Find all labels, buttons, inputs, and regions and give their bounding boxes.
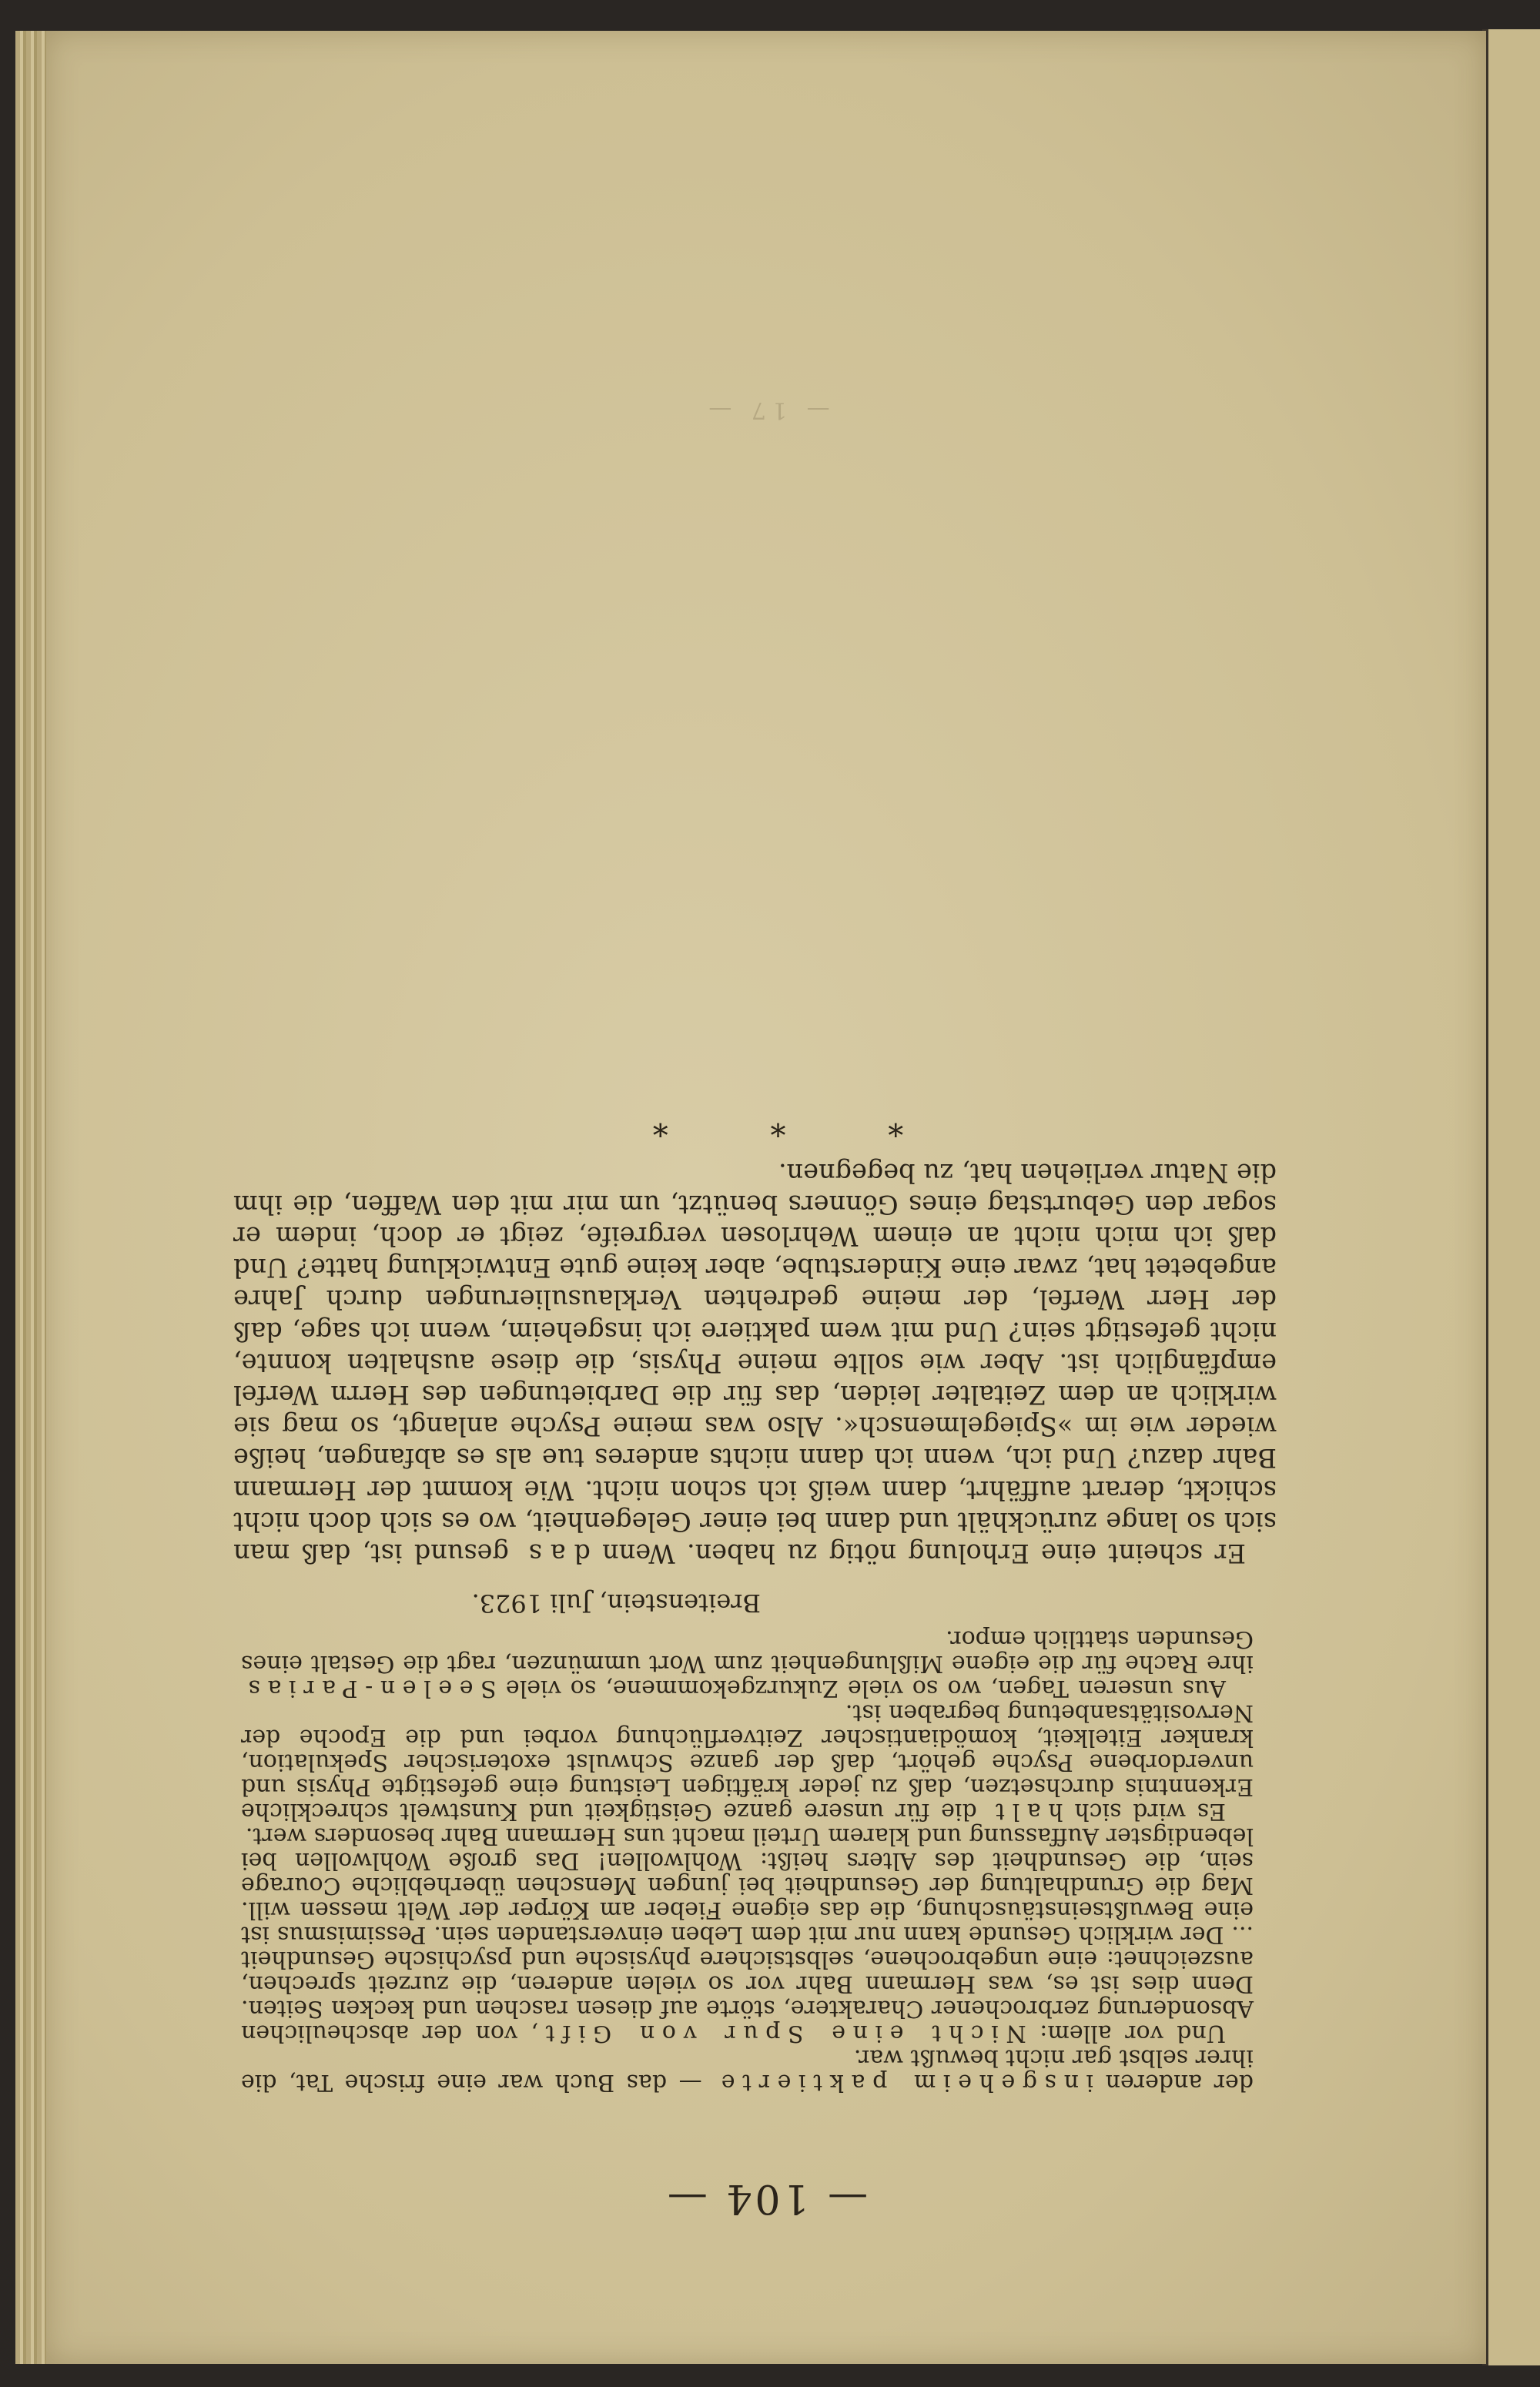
page-number: — 104 — [664,2175,869,2221]
paragraph: Er scheint eine Erholung nötig zu haben. Wenn das gesund ist, daß man sich so lange zurückhält und dann bei einer Gelegenheit, wo es sich doch nicht schickt, derart auffährt, dann weiß ich schon nicht. Wie kommt der Hermann Bahr dazu? Und ich, wenn ich dann nichts anderes tue als es abfangen, heiße wieder wie im »Spiegelmensch«. Also was meine Psyche anlangt, so mag sie wirklich an dem Zeitalter leiden, das für die Darbietungen des Herrn Werfel empfänglich ist. Aber wie sollte meine Physis, die diese aushalten konnte, nicht gefestigt sein? Und mit wem paktiere ich insgeheim, wenn ich sage, daß der Herr Werfel, der meine gedrehten Verklausulierungen durch Jahre angebetet hat, zwar eine Kinderstube, aber keine gute Entwicklung hatte? Und daß ich mich nicht an einem Wehrlosen vergreife, zeigt er doch, indem er sogar den Geburtstag eines Gönners benützt, um mir mit den Waffen, die ihm die Natur verliehen hat, zu begegnen. [233,1157,1277,1568]
paragraph: Und vor allem: Nicht eine Spur von Gift, von der abscheulichen Absonderung zerbrochener Charaktere, störte auf diesen raschen und kecken Seiten. Denn dies ist es, was Hermann Bahr vor so vielen anderen, die zurzeit sprechen, auszeichnet: eine ungebrochene, selbstsichere physische und psychische Gesundheit ... Der wirklich Gesunde kann nur mit dem Leben einverstanden sein. Pessimismus ist eine Bewußtseinstäuschung, die das eigene Fieber am Körper der Welt messen will. Mag die Grundhaltung der Gesundheit bei jungen Menschen überhebliche Courage sein, die Gesundheit des Alters heißt: Wohlwollen! Das große Wohlwollen bei lebendigster Auffassung und klarem Urteil macht uns Hermann Bahr besonders wert. [241,1823,1254,2047]
facing-page-edge [1482,29,1540,2365]
bleed-through-text: — 17 — [702,397,830,424]
upside-down-content [46,31,1486,2364]
body-text [233,1157,1277,1569]
section-divider-asterisks: * * * [606,1106,904,1143]
paragraph: Aus unseren Tagen, wo so viele Zukurzgekommene, so viele Seelen-Parias ihre Rache für die eigene Mißlungenheit zum Wort ummünzen, ragt die Gestalt eines Gesunden stattlich empor. [241,1625,1254,1702]
signature-line: Breitenstein, Juli 1923. [471,1589,761,1618]
paragraph: Es wird sich halt die für unsere ganze Geistigkeit und Kunstwelt schreckliche Erkenntnis durchsetzen, daß zu jeder kräftigen Leistung eine gefestigte Physis und unverdorbene Psyche gehört, daß der ganze Schwulst exoterischer Spekulation, kranker Eitelkeit, komödiantischer Zeitverflüchung vorbei und die Epoche der Nervositätsanbetung begraben ist. [241,1699,1254,1825]
paragraph: der anderen insgeheim paktierte — das Buch war eine frische Tat, die ihrer selbst gar nicht bewußt war. [240,2044,1254,2096]
text-block [233,1108,1277,2094]
book-page [46,31,1486,2364]
quoted-passage [241,1591,1254,2094]
